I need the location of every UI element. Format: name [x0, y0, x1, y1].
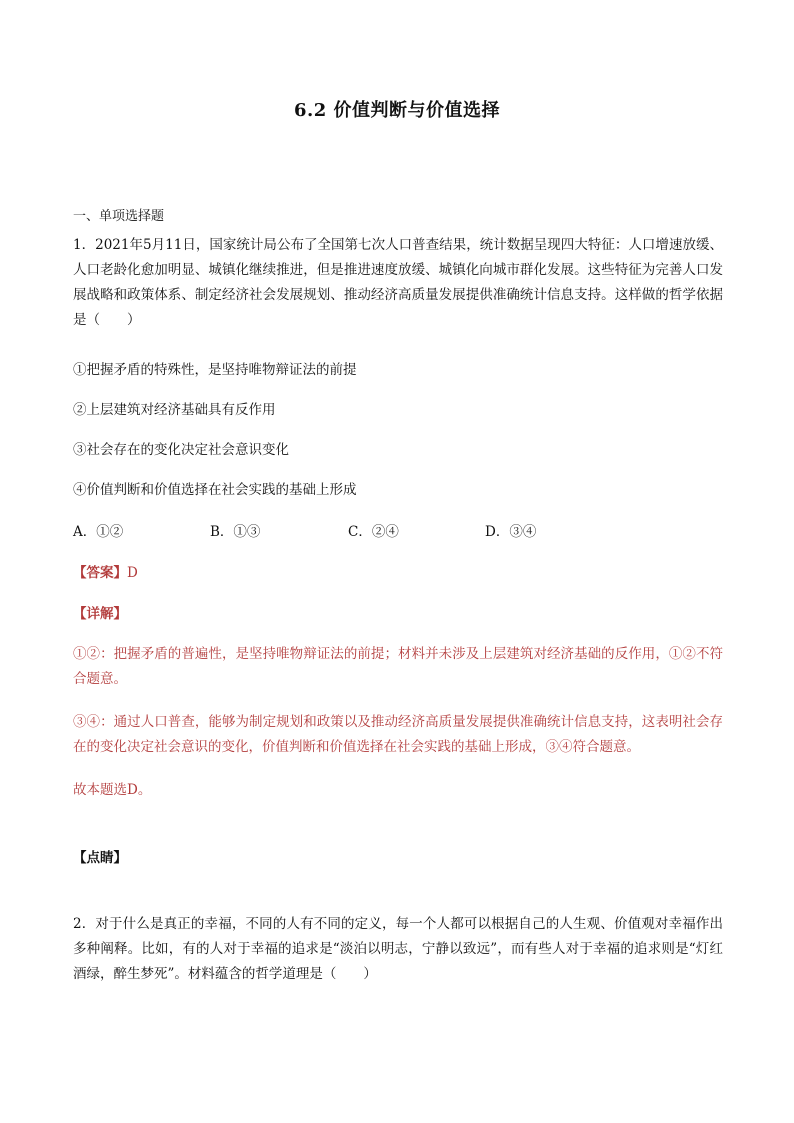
- question-1-statement-3: ③社会存在的变化决定社会意识变化: [73, 442, 289, 458]
- question-1-answer: [73, 561, 138, 581]
- explanation-2: ③④：通过人口普查，能够为制定规划和政策以及推动经济高质量发展提供准确统计信息支持，这表明社会存在的变化决定社会意识的变化，价值判断和价值选择在社会实践的基础上形成，③④符合题意。: [73, 714, 723, 755]
- explanation-1: ①②：把握矛盾的普遍性，是坚持唯物辩证法的前提；材料并未涉及上层建筑对经济基础的反作用，①②不符合题意。: [73, 646, 723, 687]
- conclusion: 故本题选D。: [73, 782, 152, 798]
- question-2-stem: 2．对于什么是真正的幸福，不同的人有不同的定义，每一个人都可以根据自己的人生观、价值观对幸福作出多种阐释。比如，有的人对于幸福的追求是“淡泊以明志，宁静以致远”，而有些人对于幸福的追求则是“灯红酒绿，醉生梦死”。材料蕴含的哲学道理是（ ）: [73, 916, 723, 982]
- document-title: 6.2 价值判断与价值选择: [293, 100, 501, 121]
- comment-heading: 【点睛】: [73, 850, 127, 866]
- choice-d: D．③④: [485, 524, 537, 540]
- question-1-statement-2: ②上层建筑对经济基础具有反作用: [73, 402, 276, 418]
- choice-b: B．①③: [210, 524, 261, 540]
- question-1-stem: 1．2021年5月11日，国家统计局公布了全国第七次人口普查结果，统计数据呈现四大特征：人口增速放缓、人口老龄化愈加明显、城镇化继续推进，但是推进速度放缓、城镇化向城市群化发展。这些特征为完善人口发展战略和政策体系、制定经济社会发展规划、推动经济高质量发展提供准确统计信息支持。这样做的哲学依据是（ ）: [73, 237, 723, 328]
- choice-c: C．②④: [348, 524, 399, 540]
- question-1-statement-1: ①把握矛盾的特殊性，是坚持唯物辩证法的前提: [73, 362, 357, 378]
- section-heading: 一、单项选择题: [73, 209, 165, 224]
- question-1-statement-4: ④价值判断和价值选择在社会实践的基础上形成: [73, 482, 357, 498]
- answer-value: D: [127, 565, 138, 581]
- choice-a: A．①②: [73, 524, 124, 540]
- detail-heading: 【详解】: [73, 606, 127, 622]
- question-1-choices: [73, 520, 733, 542]
- answer-tag: 【答案】: [73, 565, 127, 581]
